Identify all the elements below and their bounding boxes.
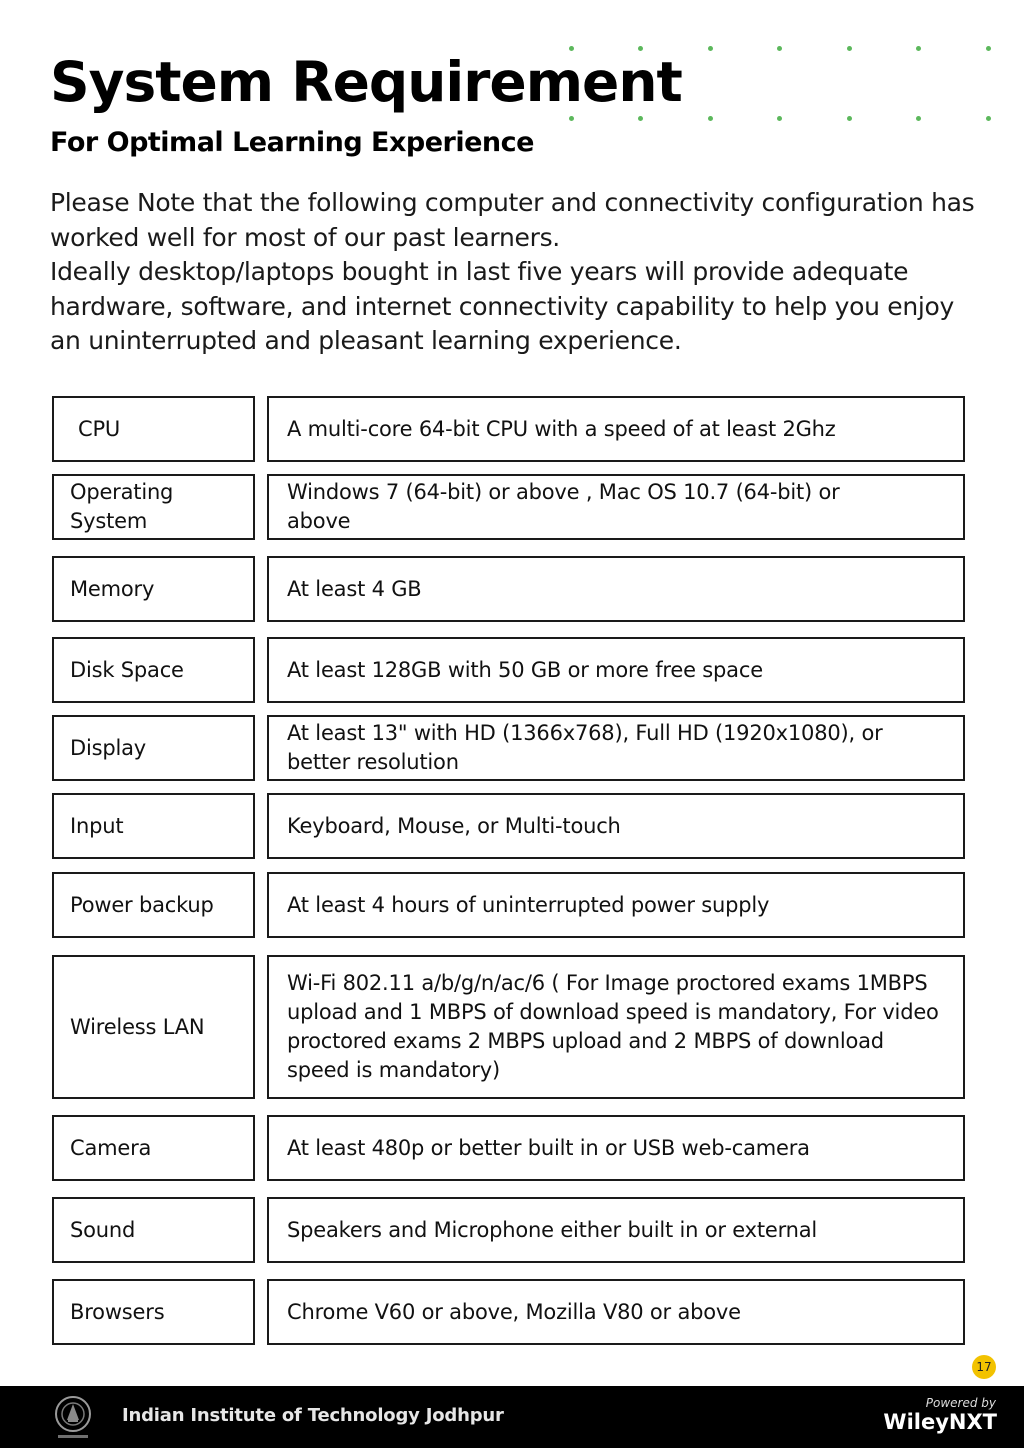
page-subtitle: For Optimal Learning Experience [50, 127, 534, 158]
requirement-label: Operating System [52, 474, 255, 540]
requirement-row-disk-space [52, 637, 965, 703]
page-title: System Requirement [50, 50, 682, 114]
powered-by-label: Powered by [925, 1396, 996, 1410]
requirement-value: At least 4 GB [267, 556, 965, 622]
requirement-label: Display [52, 715, 255, 781]
requirement-value: Chrome V60 or above, Mozilla V80 or above [267, 1279, 965, 1345]
intro-text [50, 186, 980, 359]
requirement-row-sound [52, 1197, 965, 1263]
requirement-value: Wi-Fi 802.11 a/b/g/n/ac/6 ( For Image proctored exams 1MBPS upload and 1 MBPS of download speed is mandatory, For video proctored exams 2 MBPS upload and 2 MBPS of download speed is mandatory) [267, 955, 965, 1099]
requirement-value: At least 128GB with 50 GB or more free space [267, 637, 965, 703]
requirement-value: Windows 7 (64-bit) or above , Mac OS 10.7 (64-bit) or above [267, 474, 965, 540]
requirement-value: At least 13" with HD (1366x768), Full HD (1920x1080), or better resolution [267, 715, 965, 781]
iit-jodhpur-emblem-icon [48, 1392, 98, 1442]
requirement-row-memory [52, 556, 965, 622]
requirement-value: Speakers and Microphone either built in or external [267, 1197, 965, 1263]
requirement-value: A multi-core 64-bit CPU with a speed of at least 2Ghz [267, 396, 965, 462]
requirement-value: At least 4 hours of uninterrupted power supply [267, 872, 965, 938]
requirement-value: Keyboard, Mouse, or Multi-touch [267, 793, 965, 859]
requirement-label: Disk Space [52, 637, 255, 703]
page-number-badge: 17 [972, 1355, 996, 1379]
requirement-label: Power backup [52, 872, 255, 938]
institute-name: Indian Institute of Technology Jodhpur [122, 1405, 504, 1426]
requirement-label: Input [52, 793, 255, 859]
requirement-value: At least 480p or better built in or USB web-camera [267, 1115, 965, 1181]
requirement-label: Sound [52, 1197, 255, 1263]
requirement-label: Browsers [52, 1279, 255, 1345]
requirement-row-cpu [52, 396, 965, 462]
requirement-row-wireless-lan [52, 955, 965, 1099]
intro-paragraph: Ideally desktop/laptops bought in last five years will provide adequate hardware, software, and internet connectivity capability to help you enjoy an uninterrupted and pleasant learning experience. [50, 257, 955, 355]
requirement-label: Memory [52, 556, 255, 622]
requirement-label: Camera [52, 1115, 255, 1181]
intro-paragraph: Please Note that the following computer and connectivity configuration has worked well for most of our past learners. [50, 188, 975, 252]
requirement-label: Wireless LAN [52, 955, 255, 1099]
requirement-row-camera [52, 1115, 965, 1181]
requirement-row-input [52, 793, 965, 859]
requirement-row-browsers [52, 1279, 965, 1345]
requirement-label: CPU [52, 396, 255, 462]
footer-bar [0, 1386, 1024, 1448]
requirement-row-display [52, 715, 965, 781]
brand-logo: WileyNXT [883, 1410, 997, 1434]
requirement-row-operating-system [52, 474, 965, 540]
requirement-row-power-backup [52, 872, 965, 938]
